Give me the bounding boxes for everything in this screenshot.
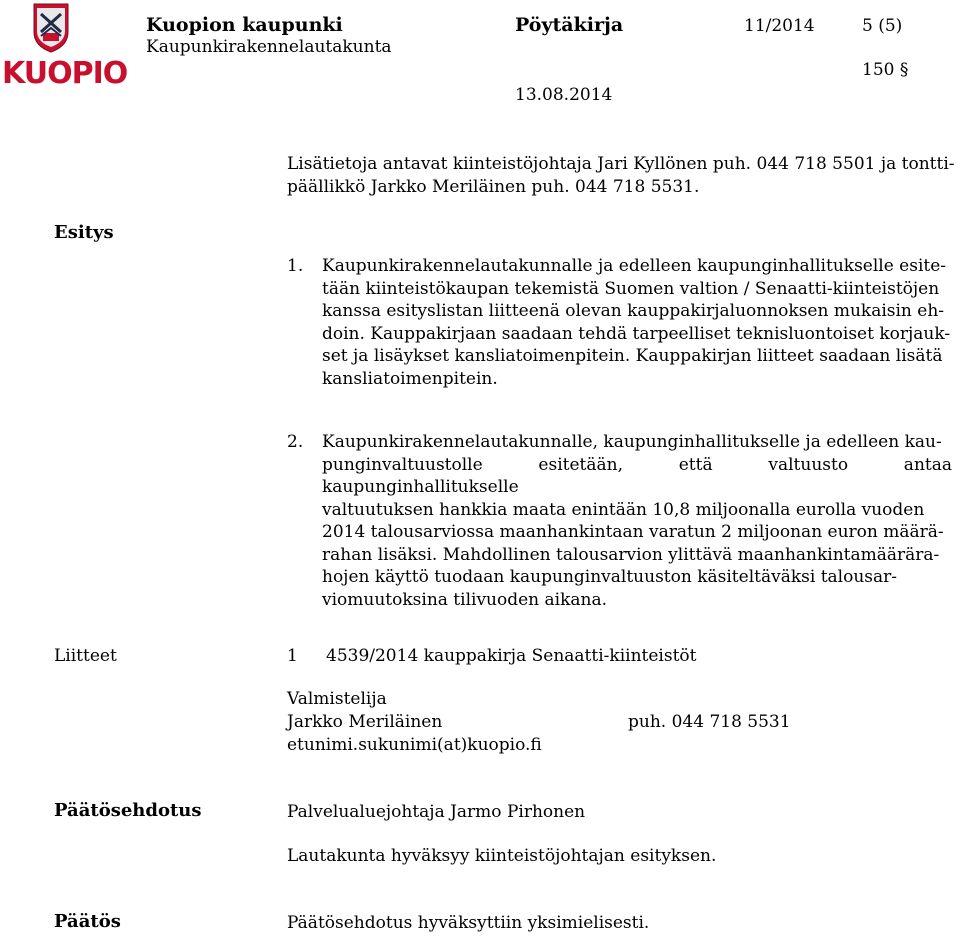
attachment-number: 1 — [287, 646, 298, 666]
paragraph-line: valtuutuksen hankkia maata enintään 10,8 miljoonalla eurolla vuoden — [322, 499, 925, 520]
preparer-email: etunimi.sukunimi(at)kuopio.fi — [287, 735, 542, 755]
paragraph-line: punginvaltuustolle esitetään, että valtuusto antaa kaupunginhallitukselle — [322, 454, 952, 497]
esitys-label: Esitys — [54, 222, 114, 243]
paragraph-line: hojen käyttö tuodaan kaupunginvaltuuston käsiteltäväksi talousar- — [322, 567, 898, 587]
attachment-title: 4539/2014 kauppakirja Senaatti-kiinteistöt — [326, 646, 697, 666]
contact-line: Lisätietoja antavat kiinteistöjohtaja Jari Kyllönen puh. 044 718 5501 ja tontti- — [287, 154, 955, 174]
esitys-item-1 — [322, 255, 952, 390]
page-number: 5 (5) — [862, 16, 903, 36]
logo-wordmark: KUOPIO — [2, 56, 128, 91]
esitys-item-1-number: 1. — [287, 256, 304, 276]
decision-text: Päätösehdotus hyväksyttiin yksimielisesti. — [287, 913, 650, 933]
contact-intro — [287, 153, 960, 198]
board-name: Kaupunkirakennelautakunta — [146, 37, 392, 57]
paragraph-line: Kaupunkirakennelautakunnalle ja edelleen kaupunginhallitukselle esite- — [322, 256, 947, 276]
doc-number: 11/2014 — [744, 16, 815, 36]
esitys-item-2 — [322, 431, 952, 611]
liitteet-label: Liitteet — [54, 646, 117, 666]
paragraph-line: Kaupunkirakennelautakunnalle, kaupunginhallitukselle ja edelleen kau- — [322, 432, 942, 452]
proposer: Palvelualuejohtaja Jarmo Pirhonen — [287, 802, 586, 822]
paragraph-line: tään kiinteistökaupan tekemistä Suomen valtion / Senaatti-kiinteistöjen — [322, 278, 940, 299]
section-number: 150 § — [862, 60, 909, 80]
doc-type: Pöytäkirja — [515, 14, 624, 36]
paragraph-line: 2014 talousarviossa maanhankintaan varatun 2 miljoonan euron määrä- — [322, 522, 944, 542]
meeting-date: 13.08.2014 — [515, 85, 613, 105]
org-name: Kuopion kaupunki — [146, 14, 343, 36]
proposal-text: Lautakunta hyväksyy kiinteistöjohtajan esityksen. — [287, 846, 717, 866]
coat-of-arms-icon — [31, 2, 71, 54]
paragraph-line: viomuutoksina tilivuoden aikana. — [322, 589, 608, 610]
paragraph-line: doin. Kauppakirjaan saadaan tehdä tarpeelliset teknisluontoiset korjauk- — [322, 323, 951, 344]
esitys-item-2-number: 2. — [287, 432, 304, 452]
preparer-name: Jarkko Meriläinen — [287, 712, 443, 732]
paragraph-line: rahan lisäksi. Mahdollinen talousarvion ylittävä maanhankintamäärära- — [322, 544, 940, 565]
paatos-label: Päätös — [54, 911, 121, 932]
paragraph-line: kanssa esityslistan liitteenä olevan kauppakirjaluonnoksen mukaisin eh- — [322, 301, 945, 321]
paragraph-line: kansliatoimenpitein. — [322, 368, 498, 389]
paatosehdotus-label: Päätösehdotus — [54, 800, 202, 821]
kuopio-logo — [2, 2, 128, 94]
paragraph-line: set ja lisäykset kansliatoimenpitein. Kauppakirjan liitteet saadaan lisätä — [322, 346, 943, 366]
preparer-label: Valmistelija — [287, 689, 387, 709]
contact-line: päällikkö Jarkko Meriläinen puh. 044 718 5531. — [287, 176, 700, 197]
preparer-phone: puh. 044 718 5531 — [628, 712, 791, 732]
